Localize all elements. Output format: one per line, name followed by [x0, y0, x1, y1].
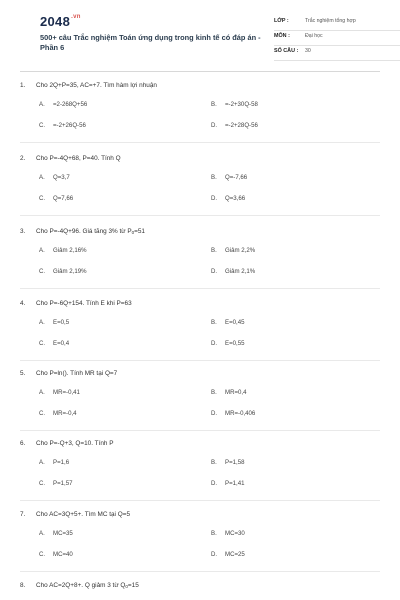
question-stem: [20, 300, 132, 307]
answer-option[interactable]: [211, 319, 244, 326]
question-number: 6.: [20, 440, 26, 447]
option-text: Q=3,7: [53, 174, 70, 181]
option-text: =2-268Q+56: [53, 101, 88, 108]
option-text: Giảm 2,2%: [225, 247, 256, 254]
option-text: Giảm 2,1%: [225, 268, 256, 275]
answer-option[interactable]: [39, 530, 73, 537]
option-text: E=0,4: [53, 340, 70, 347]
document-title: 500+ câu Trắc nghiệm Toán ứng dụng trong kinh tế có đáp án - Phần 6: [40, 33, 261, 52]
meta-label: SỐ CÂU :: [274, 48, 299, 54]
meta-value: 30: [305, 48, 311, 54]
option-text: Giảm 2,19%: [53, 268, 87, 275]
option-letter: D.: [211, 480, 218, 487]
question-subscript: 0: [131, 230, 135, 235]
option-text: MC=25: [225, 551, 245, 558]
question: [20, 511, 380, 584]
meta-row-subject: [274, 31, 400, 46]
option-letter: D.: [211, 551, 218, 558]
answer-option[interactable]: [39, 340, 69, 347]
question-number: 1.: [20, 82, 26, 89]
option-text: =-2+26Q-56: [53, 122, 86, 129]
option-letter: A.: [39, 247, 45, 254]
answer-option[interactable]: [39, 195, 73, 202]
question-number: 7.: [20, 511, 26, 518]
answer-option[interactable]: [211, 480, 244, 487]
option-text: P=1,6: [53, 459, 70, 466]
answer-option[interactable]: [39, 459, 69, 466]
document-meta: [274, 16, 400, 61]
option-text: P=1,41: [225, 480, 245, 487]
option-text: E=0,55: [225, 340, 245, 347]
question-stem: [20, 82, 157, 89]
option-letter: D.: [211, 122, 218, 129]
answer-option[interactable]: [39, 268, 87, 275]
option-text: E=0,45: [225, 319, 245, 326]
question-text: Cho AC=3Q+5+. Tìm MC tại Q=5: [36, 511, 131, 518]
option-letter: C.: [39, 340, 46, 347]
question-stem: [20, 440, 114, 447]
question-number: 3.: [20, 228, 26, 235]
header-divider: [20, 71, 380, 72]
question-text: Cho P=-6Q+154. Tính E khi P=63: [36, 300, 132, 307]
answer-option[interactable]: [39, 410, 77, 417]
question: [20, 370, 380, 443]
answer-option[interactable]: [211, 389, 247, 396]
option-letter: B.: [211, 247, 217, 254]
answer-option[interactable]: [39, 319, 69, 326]
option-text: E=0,5: [53, 319, 70, 326]
option-letter: A.: [39, 319, 45, 326]
answer-option[interactable]: [211, 268, 255, 275]
option-text: =-2+30Q-58: [225, 101, 258, 108]
answer-option[interactable]: [211, 101, 258, 108]
option-text: MC=35: [53, 530, 73, 537]
question-text: Cho P=-4Q+96. Giá tăng 3% từ P: [36, 228, 132, 235]
question-number: 8.: [20, 582, 26, 589]
answer-option[interactable]: [211, 459, 244, 466]
question-stem: [20, 228, 145, 235]
answer-option[interactable]: [39, 551, 73, 558]
question: [20, 582, 380, 596]
option-letter: B.: [211, 530, 217, 537]
option-text: Giảm 2,16%: [53, 247, 87, 254]
option-text: MR=-0,41: [53, 389, 80, 396]
question-divider: [20, 142, 380, 143]
question-subscript: 0: [125, 584, 128, 589]
answer-option[interactable]: [39, 480, 72, 487]
answer-option[interactable]: [211, 551, 245, 558]
option-letter: C.: [39, 268, 46, 275]
option-text: Q=-7,66: [225, 174, 248, 181]
option-letter: B.: [211, 389, 217, 396]
question-stem: [20, 155, 121, 162]
option-letter: D.: [211, 268, 218, 275]
question-number: 5.: [20, 370, 26, 377]
option-letter: D.: [211, 195, 218, 202]
question-text: Cho P=-Q+3, Q=10. Tính P: [36, 440, 114, 447]
option-letter: A.: [39, 101, 45, 108]
question-text: Cho AC=2Q+8+. Q giảm 3 từ Q: [36, 582, 126, 589]
question: [20, 155, 380, 228]
option-text: MC=40: [53, 551, 73, 558]
option-letter: D.: [211, 340, 218, 347]
question-divider: [20, 571, 380, 572]
answer-option[interactable]: [211, 410, 255, 417]
option-letter: C.: [39, 122, 46, 129]
question-divider: [20, 500, 380, 501]
option-letter: A.: [39, 174, 45, 181]
option-letter: A.: [39, 530, 45, 537]
question: [20, 300, 380, 373]
answer-option[interactable]: [211, 530, 245, 537]
meta-label: MÔN :: [274, 33, 290, 39]
question-number: 2.: [20, 155, 26, 162]
option-letter: A.: [39, 389, 45, 396]
question: [20, 440, 380, 513]
question-number: 4.: [20, 300, 26, 307]
document-header: [20, 0, 380, 68]
option-letter: C.: [39, 480, 46, 487]
meta-value: Đại học: [305, 33, 323, 39]
option-letter: B.: [211, 101, 217, 108]
option-letter: C.: [39, 195, 46, 202]
option-text: MC=30: [225, 530, 245, 537]
option-letter: C.: [39, 410, 46, 417]
option-text: P=1,58: [225, 459, 245, 466]
meta-row-class: [274, 16, 400, 31]
question-text: Cho P=ln(). Tính MR tại Q=7: [36, 370, 118, 377]
option-text: MR=0,4: [225, 389, 247, 396]
question-text-tail: =15: [127, 582, 139, 589]
question-text: Cho 2Q+P=35, AC=+7. Tìm hàm lợi nhuận: [36, 82, 157, 89]
question: [20, 82, 380, 155]
question-divider: [20, 430, 380, 431]
question-text-tail: =51: [134, 228, 145, 235]
question-divider: [20, 288, 380, 289]
site-logo[interactable]: $2048^{.vn}$: [40, 14, 81, 29]
option-letter: B.: [211, 319, 217, 326]
question: [20, 228, 380, 301]
option-text: MR=-0,406: [225, 410, 256, 417]
answer-option[interactable]: [211, 340, 244, 347]
option-letter: B.: [211, 459, 217, 466]
answer-option[interactable]: [211, 122, 258, 129]
meta-value: Trắc nghiệm tổng hợp: [305, 18, 356, 24]
option-letter: C.: [39, 551, 46, 558]
question-stem: [20, 582, 139, 589]
answer-option[interactable]: [39, 247, 87, 254]
option-letter: A.: [39, 459, 45, 466]
question-divider: [20, 360, 380, 361]
option-text: =-2+28Q-56: [225, 122, 258, 129]
option-text: Q=7,66: [53, 195, 74, 202]
answer-option[interactable]: [211, 247, 255, 254]
option-letter: D.: [211, 410, 218, 417]
answer-option[interactable]: [39, 389, 80, 396]
option-text: Q=3,66: [225, 195, 246, 202]
option-text: MR=-0,4: [53, 410, 77, 417]
answer-option[interactable]: [39, 122, 86, 129]
answer-option[interactable]: [39, 101, 87, 108]
question-stem: [20, 511, 130, 518]
question-text: Cho P=-4Q+68, P=40. Tính Q: [36, 155, 121, 162]
answer-option[interactable]: [39, 174, 70, 181]
question-divider: [20, 215, 380, 216]
answer-option[interactable]: [211, 195, 245, 202]
question-stem: [20, 370, 117, 377]
option-text: P=1,57: [53, 480, 73, 487]
meta-label: LỚP :: [274, 18, 289, 24]
answer-option[interactable]: [211, 174, 247, 181]
option-letter: B.: [211, 174, 217, 181]
meta-row-count: [274, 46, 400, 61]
